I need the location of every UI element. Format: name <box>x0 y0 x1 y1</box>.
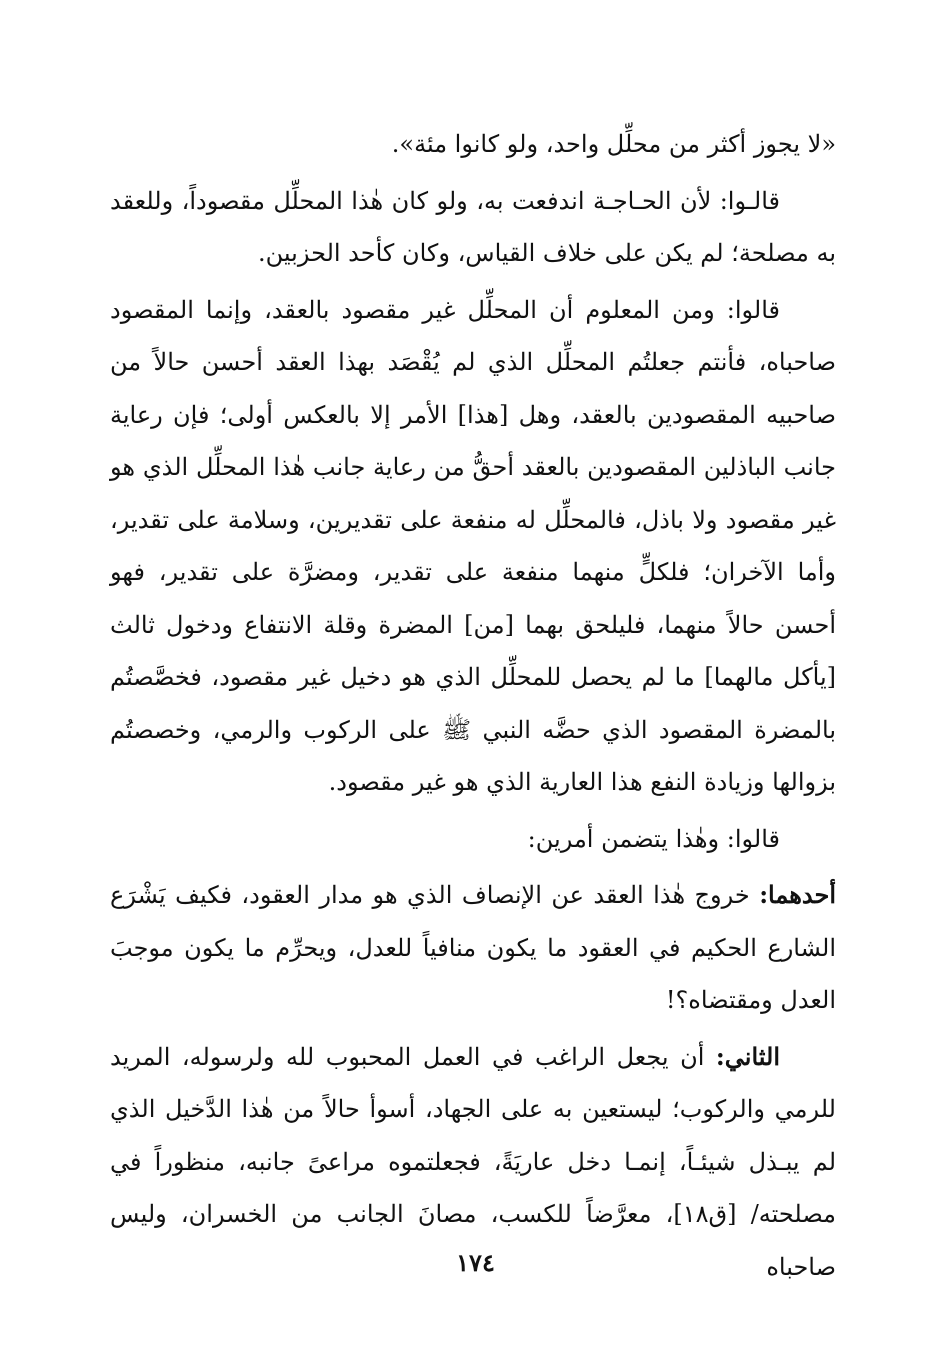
paragraph-hadith-quote <box>110 118 836 171</box>
paragraph-two-matters <box>110 813 836 866</box>
paragraph-lead: أحدهما: <box>759 880 836 909</box>
page-body-text <box>110 118 836 1293</box>
paragraph-text: قالـوا: لأن الحـاجـة اندفعت به، ولو كان هٰذا المحلِّل مقصوداً، وللعقد به مصلحة؛ لم يكن على خلاف القياس، وكان كأحد الحزبين. <box>110 186 836 267</box>
paragraph-lead: الثاني: <box>715 1041 780 1071</box>
paragraph-first-matter <box>110 869 836 1027</box>
paragraph-need-argument <box>110 175 836 280</box>
paragraph-text: خروج هٰذا العقد عن الإنصاف الذي هو مدار العقود، فكيف يَشْرَع الشارع الحكيم في العقود ما يكون منافياً للعدل، ويحرِّم ما يكون موجبَ العدل ومقتضاه؟! <box>110 881 836 1014</box>
paragraph-text: قالوا: وهٰذا يتضمن أمرين: <box>527 824 780 853</box>
paragraph-muhallil-argument <box>110 284 836 809</box>
paragraph-text: قالوا: ومن المعلوم أن المحلِّل غير مقصود بالعقد، وإنما المقصود صاحباه، فأنتم جعلتُم المحلِّل الذي لم يُقْصَد بهذا العقد أحسن حالاً من صاحبيه المقصودين بالعقد، وهل [هذا] الأمر إلا بالعكس أولى؛ فإن رعاية جانب الباذلين المقصودين بالعقد أحقُّ من رعاية جانب هٰذا المحلِّل الذي هو غير مقصود ولا باذل، فالمحلِّل له منفعة على تقديرين، وسلامة على تقدير، وأما الآخران؛ فلكلٍّ منهما منفعة على تقدير، ومضرَّة على تقدير، فهو أحسن حالاً منهما، فليلحق بهما [من] المضرة وقلة الانتفاع ودخول ثالث [يأكل مالهما] ما لم يحصل للمحلِّل الذي هو دخيل غير مقصود، فخصَّصتُم بالمضرة المقصود الذي حضَّه النبي ﷺ على الركوب والرمي، وخصصتُم بزوالها وزيادة النفع هذا العارية الذي هو غير مقصود. <box>110 295 836 796</box>
paragraph-text: أن يجعل الراغب في العمل المحبوب لله ولرسوله، المريد للرمي والركوب؛ ليستعين به على الجهاد، أسوأ حالاً من هٰذا الدَّخيل الذي لم يبـذل شيئـاً، إنمـا دخل عاريَةً، فجعلتموه مراعىً جانبه، منظوراً في مصلحته/ [ق١٨]، معرَّضاً للكسب، مصانَ الجانب من الخسران، وليس صاحباه <box>110 1042 836 1281</box>
paragraph-text: «لا يجوز أكثر من محلِّل واحد، ولو كانوا مئة». <box>391 130 836 158</box>
page-number: ١٧٤ <box>456 1248 495 1277</box>
